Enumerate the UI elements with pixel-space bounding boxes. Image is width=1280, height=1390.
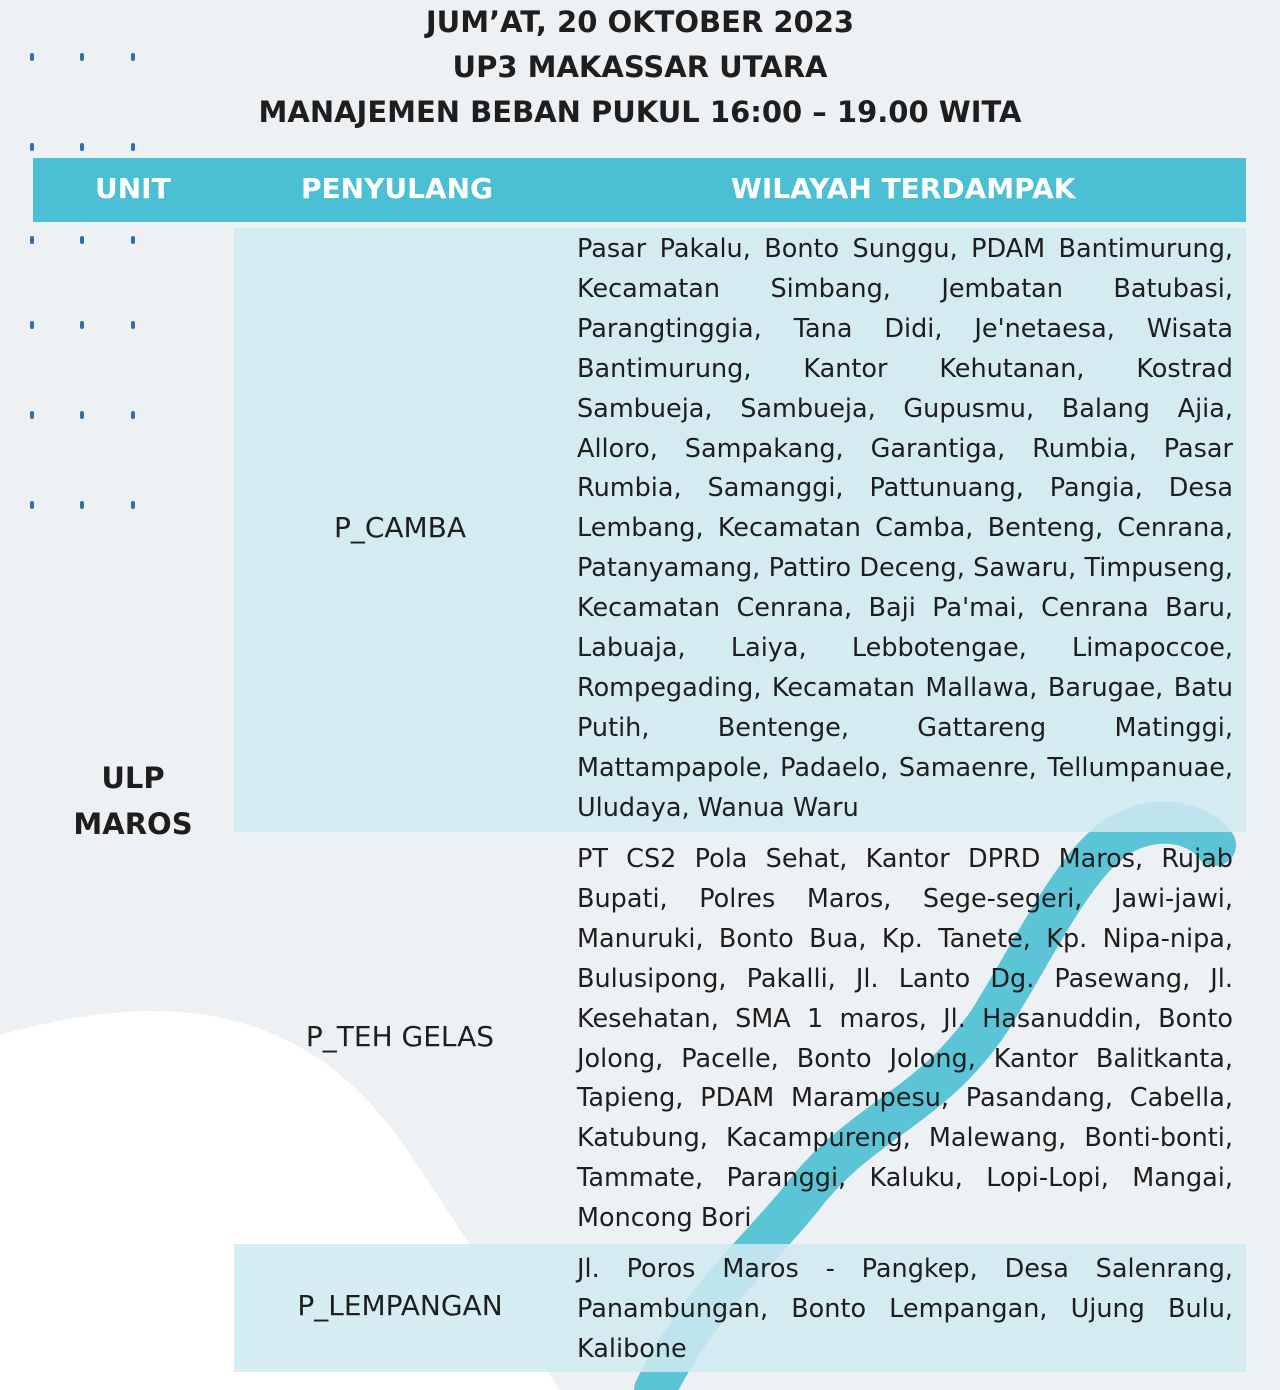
areas-lempangan: Jl. Poros Maros - Pangkep, Desa Salenrang, Panambungan, Bonto Lempangan, Ujung Bulu, Kalibone bbox=[577, 1254, 1233, 1364]
feeder-teh-gelas: P_TEH GELAS bbox=[305, 1020, 495, 1053]
header-schedule: MANAJEMEN BEBAN PUKUL 16:00 – 19.00 WITA bbox=[258, 95, 1022, 129]
header-date: JUM’AT, 20 OKTOBER 2023 bbox=[425, 5, 855, 39]
table-header bbox=[33, 158, 1246, 222]
column-header-areas: WILAYAH TERDAMPAK bbox=[731, 172, 1076, 205]
feeder-camba: P_CAMBA bbox=[333, 511, 467, 544]
areas-camba: Pasar Pakalu, Bonto Sunggu, PDAM Bantimurung, Kecamatan Simbang, Jembatan Batubasi, Parangtinggia, Tana Didi, Je'netaesa, Wisata Bantimurung, Kantor Kehutanan, Kostrad Sambueja, Sambueja, Gupusmu, Balang Ajia, Alloro, Sampakang, Garantiga, Rumbia, Pasar Rumbia, Samanggi, Pattunuang, Pangia, Desa Lembang, Kecamatan Camba, Benteng, Cenrana, Patanyamang, Pattiro Deceng, Sawaru, Timpuseng, Kecamatan Cenrana, Baji Pa'mai, Cenrana Baru, Labuaja, Laiya, Lebbotengae, Limapoccoe, Rompegading, Kecamatan Mallawa, Barugae, Batu Putih, Bentenge, Gattareng Matinggi, Mattampapole, Padaelo, Samaenre, Tellumpanuae, Uludaya, Wanua Waru bbox=[577, 234, 1233, 823]
unit-label-line2: MAROS bbox=[73, 807, 193, 841]
feeder-lempangan: P_LEMPANGAN bbox=[297, 1289, 503, 1322]
unit-label-line1: ULP bbox=[101, 761, 165, 795]
header-unit: UP3 MAKASSAR UTARA bbox=[452, 50, 828, 84]
column-header-feeder: PENYULANG bbox=[301, 172, 494, 205]
areas-teh-gelas: PT CS2 Pola Sehat, Kantor DPRD Maros, Rujab Bupati, Polres Maros, Sege-segeri, Jawi-jawi, Manuruki, Bonto Bua, Kp. Tanete, Kp. Nipa-nipa, Bulusipong, Pakalli, Jl. Lanto Dg. Pasewang, Jl. Kesehatan, SMA 1 maros, Jl. Hasanuddin, Bonto Jolong, Pacelle, Bonto Jolong, Kantor Balitkanta, Tapieng, PDAM Marampesu, Pasandang, Cabella, Katubung, Kacampureng, Malewang, Bonti-bonti, Tammate, Paranggi, Kaluku, Lopi-Lopi, Mangai, Moncong Bori bbox=[577, 844, 1233, 1234]
document-header bbox=[0, 0, 1280, 135]
column-header-unit: UNIT bbox=[95, 172, 171, 205]
unit-cell bbox=[33, 755, 233, 847]
